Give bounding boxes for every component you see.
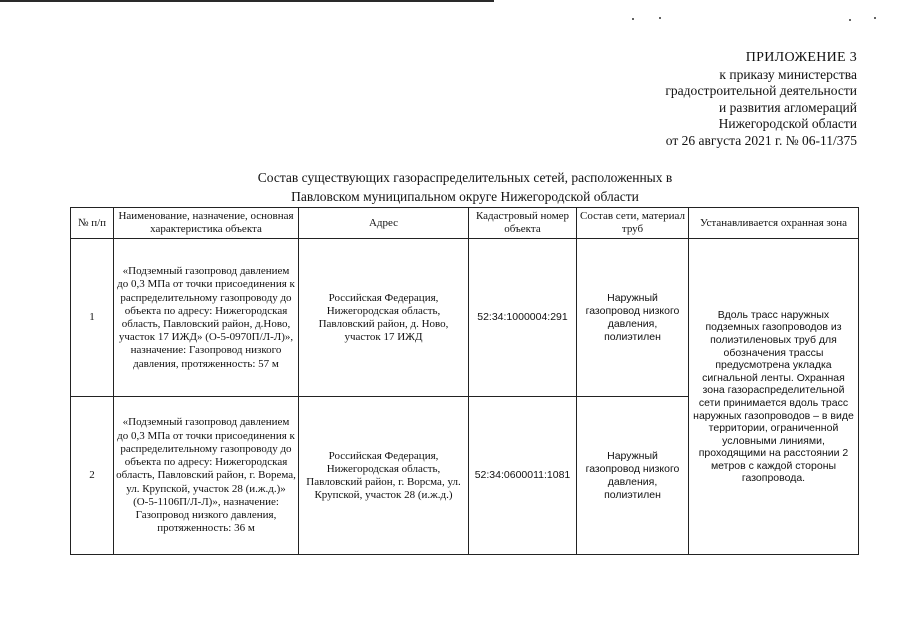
appendix-title: ПРИЛОЖЕНИЕ 3 (745, 50, 857, 65)
protection-zone: Вдоль трасс наружных подземных газопроводов из полиэтиленовых труб для обозначения трассы предусмотрена укладка сигнальной ленты. Охранная зона газораспределительной сети принимается вдоль трасс наружных газопроводов – в виде территории, ограниченной условными линиями, проходящими на расстоянии 2 метров с каждой стороны газопровода. (689, 239, 859, 555)
scan-artifact-dot (632, 18, 634, 20)
row-number: 2 (71, 397, 114, 555)
network-composition: Наружный газопровод низкого давления, полиэтилен (577, 239, 689, 397)
scan-artifact-dot (849, 19, 851, 21)
appendix-line: Нижегородской области (718, 116, 857, 132)
cadastral-number: 52:34:0600011:1081 (469, 397, 577, 555)
header-number: № п/п (71, 208, 114, 239)
row-number: 1 (71, 239, 114, 397)
network-composition: Наружный газопровод низкого давления, полиэтилен (577, 397, 689, 555)
appendix-line: к приказу министерства (719, 66, 857, 82)
gas-network-table (70, 207, 859, 555)
document-title (200, 168, 730, 206)
appendix-order-date: от 26 августа 2021 г. № 06-11/375 (665, 132, 857, 148)
scan-artifact-dot (659, 17, 661, 19)
object-description: «Подземный газопровод давлением до 0,3 МПа от точки присоединения к распределительному газопроводу до объекта по адресу: Нижегородская область, Павловский район, г. Ворема, ул. Крупской, участок 28 (и.ж.д.)» (О-5-1106П/Л-Л)», назначение: Газопровод низкого давления, протяженность: 36 м (114, 397, 299, 555)
header-address: Адрес (299, 208, 469, 239)
table-header-row (71, 208, 859, 239)
table-row (71, 239, 859, 397)
object-description: «Подземный газопровод давлением до 0,3 МПа от точки присоединения к распределительному газопроводу до объекта по адресу: Нижегородская область, Павловский район, д.Ново, участок 17 ИЖД» (О-5-0970П/Л-Л)», назначение: Газопровод низкого давления, протяженность: 57 м (114, 239, 299, 397)
header-zone: Устанавливается охранная зона (689, 208, 859, 239)
header-network: Состав сети, материал труб (577, 208, 689, 239)
document-title-line: Состав существующих газораспределительных сетей, расположенных в (257, 170, 673, 185)
header-cadastral: Кадастровый номер объекта (469, 208, 577, 239)
appendix-header (557, 50, 857, 150)
scan-artifact-line (0, 0, 494, 2)
appendix-line: и развития агломераций (718, 99, 857, 115)
scan-artifact-dot (874, 17, 876, 19)
document-title-line: Павловском муниципальном округе Нижегородской области (291, 189, 639, 204)
cadastral-number: 52:34:1000004:291 (469, 239, 577, 397)
header-name: Наименование, назначение, основная характеристика объекта (114, 208, 299, 239)
object-address: Российская Федерация, Нижегородская область, Павловский район, г. Ворсма, ул. Крупской, участок 28 (и.ж.д.) (299, 397, 469, 555)
appendix-line: градостроительной деятельности (665, 83, 857, 99)
object-address: Российская Федерация, Нижегородская область, Павловский район, д. Ново, участок 17 ИЖД (299, 239, 469, 397)
